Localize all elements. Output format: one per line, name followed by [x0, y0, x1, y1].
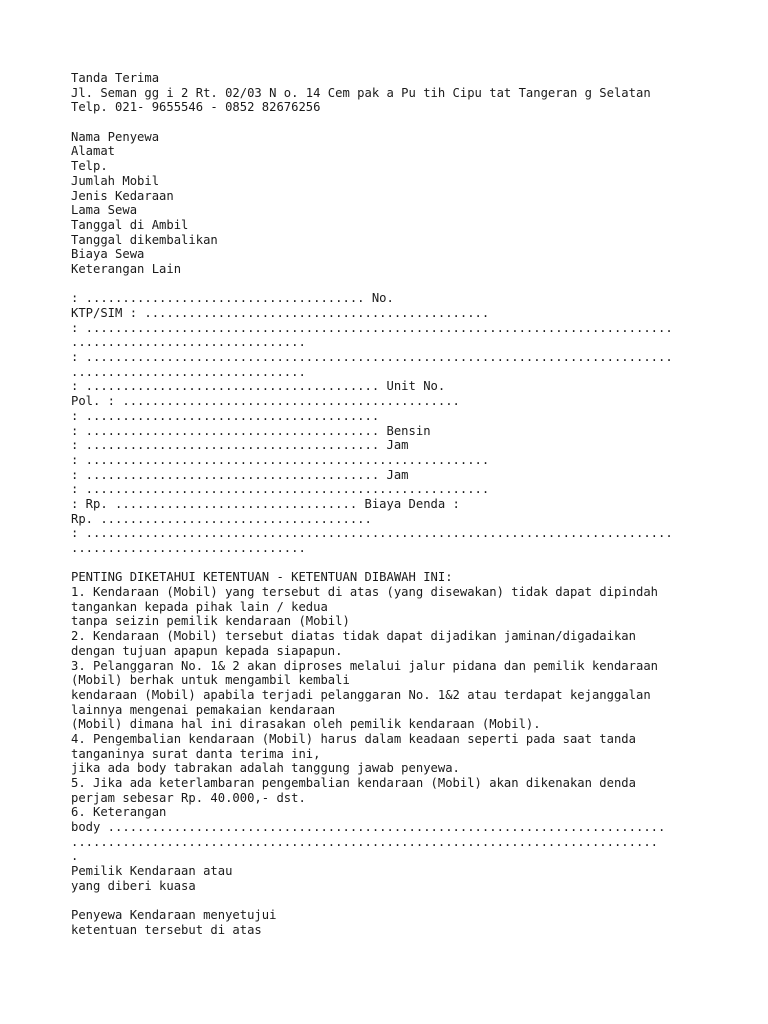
- company-address: Jl. Seman gg i 2 Rt. 02/03 N o. 14 Cem pak a Pu tih Cipu tat Tangeran g Selatan: [71, 85, 651, 100]
- fill-line: : .......................................................: [71, 452, 490, 467]
- fill-line: : ........................................ Bensin: [71, 423, 431, 438]
- receipt-document: [71, 71, 711, 938]
- terms-line: dengan tujuan apapun kepada siapapun.: [71, 643, 343, 658]
- terms-line: tanganinya surat danta terima ini,: [71, 746, 321, 761]
- spacer: [71, 556, 711, 571]
- spacer: [71, 894, 711, 909]
- terms-line: 6. Keterangan: [71, 805, 167, 820]
- field-label-renter-name: Nama Penyewa: [71, 129, 160, 144]
- spacer: [71, 277, 711, 292]
- fill-line: : Rp. ................................. Biaya Denda :: [71, 496, 460, 511]
- fill-line: : ................................................................................: [71, 350, 673, 365]
- terms-line: 4. Pengembalian kendaraan (Mobil) harus dalam keadaan seperti pada saat tanda: [71, 731, 636, 746]
- fill-line: Rp. .....................................: [71, 511, 372, 526]
- owner-signature-label: yang diberi kuasa: [71, 878, 196, 893]
- terms-line: ................................................................................: [71, 834, 658, 849]
- spacer: [71, 115, 711, 130]
- terms-line: perjam sebesar Rp. 40.000,- dst.: [71, 790, 306, 805]
- field-label-phone: Telp.: [71, 159, 108, 174]
- field-label-rental-fee: Biaya Sewa: [71, 247, 145, 262]
- field-label-rental-duration: Lama Sewa: [71, 203, 138, 218]
- fill-line: KTP/SIM : ...............................................: [71, 306, 490, 320]
- terms-line: (Mobil) dimana hal ini dirasakan oleh pemilik kendaraan (Mobil).: [71, 717, 541, 732]
- fill-line: ................................: [71, 541, 306, 555]
- field-label-return-date: Tanggal dikembalikan: [71, 232, 218, 247]
- terms-line: kendaraan (Mobil) apabila terjadi pelanggaran No. 1&2 atau terdapat kejanggalan: [71, 687, 651, 702]
- terms-heading: PENTING DIKETAHUI KETENTUAN - KETENTUAN DIBAWAH INI:: [71, 570, 453, 585]
- terms-line: 2. Kendaraan (Mobil) tersebut diatas tidak dapat dijadikan jaminan/digadaikan: [71, 629, 636, 644]
- fill-line: ................................: [71, 335, 306, 350]
- terms-line: 1. Kendaraan (Mobil) yang tersebut di atas (yang disewakan) tidak dapat dipindah: [71, 585, 658, 600]
- fill-line: : ................................................................................: [71, 526, 673, 541]
- document-title: Tanda Terima: [71, 71, 160, 85]
- fill-line: : ........................................ Jam: [71, 438, 409, 453]
- fill-line: : ........................................ Unit No.: [71, 379, 446, 394]
- fill-line: : ................................................................................: [71, 320, 673, 335]
- terms-line: lainnya mengenai pemakaian kendaraan: [71, 702, 336, 717]
- company-phone: Telp. 021- 9655546 - 0852 82676256: [71, 100, 321, 115]
- fill-line: Pol. : ..............................................: [71, 394, 460, 409]
- field-label-address: Alamat: [71, 144, 116, 159]
- fill-line: ................................: [71, 364, 306, 379]
- terms-line: tangankan kepada pihak lain / kedua: [71, 599, 328, 614]
- field-label-vehicle-type: Jenis Kedaraan: [71, 188, 174, 203]
- field-label-car-count: Jumlah Mobil: [71, 173, 160, 188]
- field-label-other-notes: Keterangan Lain: [71, 261, 182, 276]
- terms-line: 3. Pelanggaran No. 1& 2 akan diproses melalui jalur pidana dan pemilik kendaraan: [71, 658, 658, 673]
- terms-line: 5. Jika ada keterlambaran pengembalian kendaraan (Mobil) akan dikenakan denda: [71, 776, 636, 790]
- terms-line: .: [71, 849, 79, 864]
- renter-signature-label: Penyewa Kendaraan menyetujui: [71, 908, 277, 923]
- terms-line: body ............................................................................: [71, 820, 666, 835]
- field-label-pickup-date: Tanggal di Ambil: [71, 217, 189, 232]
- fill-line: : ...................................... No.: [71, 291, 394, 306]
- fill-line: : ........................................ Jam: [71, 467, 409, 482]
- terms-line: jika ada body tabrakan adalah tanggung jawab penyewa.: [71, 761, 460, 776]
- fill-line: : ........................................: [71, 408, 380, 423]
- renter-signature-label: ketentuan tersebut di atas: [71, 922, 262, 937]
- terms-line: tanpa seizin pemilik kendaraan (Mobil): [71, 614, 350, 629]
- fill-line: : .......................................................: [71, 482, 490, 497]
- owner-signature-label: Pemilik Kendaraan atau: [71, 864, 233, 879]
- terms-line: (Mobil) berhak untuk mengambil kembali: [71, 673, 350, 688]
